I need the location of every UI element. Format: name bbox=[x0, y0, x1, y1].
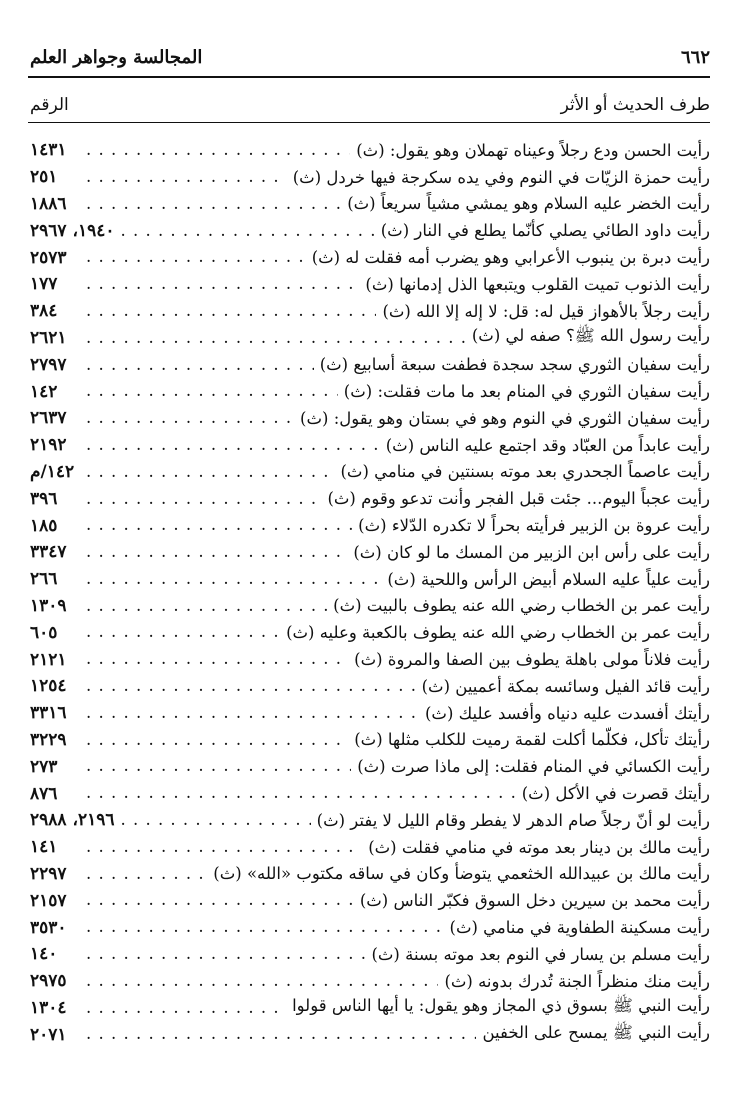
index-entry-row bbox=[30, 485, 710, 512]
dot-leader bbox=[86, 839, 362, 856]
entry-number: ٢٩٧٥ bbox=[30, 971, 67, 992]
entry-text: رأيت علياً عليه السلام أبيض الرأس واللحية (ث) bbox=[387, 569, 710, 589]
entry-number: ٢٥٧٣ bbox=[30, 247, 67, 268]
dot-leader bbox=[120, 223, 374, 240]
index-entry-row bbox=[30, 861, 710, 888]
dot-leader bbox=[86, 732, 348, 749]
entry-number: ٢١٥٧ bbox=[30, 890, 67, 911]
index-entry-row bbox=[30, 137, 710, 164]
entry-text: رأيت النبي ﷺ يمسح على الخفين bbox=[482, 1022, 710, 1042]
entry-number: ٢١٩٦، ٢٩٨٨ bbox=[30, 810, 115, 831]
entry-number: ٢٦٣٧ bbox=[30, 408, 67, 429]
header-rule bbox=[28, 76, 710, 78]
index-entry-row bbox=[30, 164, 710, 191]
index-entry-row bbox=[30, 941, 710, 968]
index-entry-row bbox=[30, 512, 710, 539]
entry-text: رأيتك أفسدت عليه دنياه وأفسد عليك (ث) bbox=[424, 703, 710, 723]
index-entry-row bbox=[30, 995, 710, 1022]
entry-number: ٢٦٦ bbox=[30, 569, 58, 590]
dot-leader bbox=[86, 946, 365, 963]
entry-number: ٣٢٢٩ bbox=[30, 729, 67, 750]
dot-leader bbox=[86, 1000, 286, 1017]
entry-number: ٦٠٥ bbox=[30, 622, 58, 643]
book-title: المجالسة وجواهر العلم bbox=[30, 46, 203, 68]
index-entry-row bbox=[30, 646, 710, 673]
entry-text: رأيت عمر بن الخطاب رضي الله عنه يطوف بالكعبة وعليه (ث) bbox=[286, 623, 710, 643]
page-number: ٦٦٢ bbox=[680, 46, 710, 68]
dot-leader bbox=[86, 571, 381, 588]
index-entry-row bbox=[30, 405, 710, 432]
entry-number: ٢٢٩٧ bbox=[30, 863, 67, 884]
column-heading-rule bbox=[28, 122, 710, 123]
entry-text: رأيت مالك بن عبيدالله الخثعمي يتوضأ وكان في ساقه مكتوب «الله» (ث) bbox=[213, 864, 710, 884]
entry-text: رأيت عابداً من العبّاد وقد اجتمع عليه الناس (ث) bbox=[385, 435, 710, 455]
entry-text: رأيت الخضر عليه السلام وهو يمشي مشياً سريعاً (ث) bbox=[347, 194, 710, 214]
entry-number: ٢٥١ bbox=[30, 167, 58, 188]
entry-number: ٣٨٤ bbox=[30, 301, 58, 322]
entry-text: رأيت عمر بن الخطاب رضي الله عنه يطوف بالبيت (ث) bbox=[333, 596, 710, 616]
dot-leader bbox=[86, 866, 207, 883]
index-entry-row bbox=[30, 566, 710, 593]
index-entry-row bbox=[30, 351, 710, 378]
dot-leader bbox=[86, 651, 348, 668]
dot-leader bbox=[86, 437, 380, 454]
index-entry-row bbox=[30, 727, 710, 754]
dot-leader bbox=[86, 705, 419, 722]
entry-text: رأيت حمزة الزيّات في النوم وفي يده سكرجة فيها خردل (ث) bbox=[292, 167, 710, 187]
index-entry-row bbox=[30, 432, 710, 459]
dot-leader bbox=[86, 517, 352, 534]
entry-number: ١٣٠٤ bbox=[30, 997, 67, 1018]
entry-text: رأيت لو أنّ رجلاً صام الدهر لا يفطر وقام الليل لا يفتر (ث) bbox=[316, 810, 710, 830]
dot-leader bbox=[86, 169, 287, 186]
dot-leader bbox=[86, 410, 294, 427]
dot-leader bbox=[86, 142, 350, 159]
entry-number: ١٤٠ bbox=[30, 944, 58, 965]
index-entry-row bbox=[30, 807, 710, 834]
dot-leader bbox=[86, 276, 359, 293]
index-entry-row bbox=[30, 459, 710, 486]
entry-number: ٨٧٦ bbox=[30, 783, 58, 804]
entry-text: رأيت رجلاً بالأهواز قيل له: قل: لا إله إلا الله (ث) bbox=[382, 301, 710, 321]
dot-leader bbox=[86, 892, 354, 909]
entry-number: ١٤٢ bbox=[30, 381, 58, 402]
dot-leader bbox=[86, 464, 334, 481]
entry-number: ٣٣١٦ bbox=[30, 703, 67, 724]
dot-leader bbox=[86, 383, 338, 400]
entry-text: رأيت رسول الله ﷺ؟ صفه لي (ث) bbox=[471, 325, 710, 345]
hadith-column-heading: طرف الحديث أو الأثر bbox=[560, 95, 710, 115]
entry-text: رأيت على رأس ابن الزبير من المسك ما لو كان (ث) bbox=[353, 542, 710, 562]
entry-text: رأيت دبرة بن ينبوب الأعرابي وهو يضرب أمه فقلت له (ث) bbox=[311, 248, 710, 268]
entry-text: رأيت مسلم بن يسار في النوم بعد موته بسنة (ث) bbox=[371, 944, 710, 964]
entry-number: ١٨٥ bbox=[30, 515, 58, 536]
entry-text: رأيت الحسن ودع رجلاً وعيناه تهملان وهو يقول: (ث) bbox=[356, 140, 710, 160]
entry-number: ١٨٨٦ bbox=[30, 193, 67, 214]
entry-number: ٢٧٣ bbox=[30, 756, 58, 777]
dot-leader bbox=[86, 678, 416, 695]
entry-number: ١٢٥٤ bbox=[30, 676, 67, 697]
index-entry-row bbox=[30, 593, 710, 620]
entry-text: رأيت الكسائي في المنام فقلت: إلى ماذا صرت (ث) bbox=[357, 757, 710, 777]
entry-number: ١٤١ bbox=[30, 837, 58, 858]
index-entry-row bbox=[30, 968, 710, 995]
number-column-heading: الرقم bbox=[30, 95, 69, 115]
entry-text: رأيت منك منظراً الجنة تُدرك بدونه (ث) bbox=[444, 971, 710, 991]
entry-text: رأيت سفيان الثوري سجد سجدة فطفت سبعة أسابيع (ث) bbox=[319, 355, 710, 375]
entry-text: رأيت محمد بن سيرين دخل السوق فكبّر الناس (ث) bbox=[359, 891, 710, 911]
entry-text: رأيت سفيان الثوري في المنام بعد ما مات فقلت: (ث) bbox=[343, 382, 710, 402]
dot-leader bbox=[86, 785, 516, 802]
index-entry-row bbox=[30, 700, 710, 727]
entry-number: ١٧٧ bbox=[30, 274, 58, 295]
entry-text: رأيت عروة بن الزبير فرأيته بحراً لا تكدره الدّلاء (ث) bbox=[358, 516, 710, 536]
dot-leader bbox=[120, 812, 310, 829]
entry-text: رأيت داود الطائي يصلي كأنّما يطلع في النار (ث) bbox=[380, 221, 710, 241]
dot-leader bbox=[86, 1026, 476, 1043]
entry-number: ٢٧٩٧ bbox=[30, 354, 67, 375]
index-entry-row bbox=[30, 325, 710, 352]
index-entry-row bbox=[30, 539, 710, 566]
index-entry-row bbox=[30, 914, 710, 941]
entry-number: ٢١٢١ bbox=[30, 649, 67, 670]
entry-text: رأيت سفيان الثوري في النوم وهو في بستان وهو يقول: (ث) bbox=[300, 408, 710, 428]
entry-number: ١٩٤٠، ٢٩٦٧ bbox=[30, 220, 115, 241]
index-entry-row bbox=[30, 834, 710, 861]
index-entry-row bbox=[30, 1021, 710, 1048]
dot-leader bbox=[86, 249, 306, 266]
dot-leader bbox=[86, 491, 321, 508]
dot-leader bbox=[86, 624, 280, 641]
entry-text: رأيت قائد الفيل وسائسه بمكة أعميين (ث) bbox=[421, 676, 710, 696]
index-entry-row bbox=[30, 244, 710, 271]
entry-text: رأيتك تأكل، فكلّما أكلت لقمة رميت للكلب مثلها (ث) bbox=[354, 730, 710, 750]
index-entry-row bbox=[30, 191, 710, 218]
entry-text: رأيت فلاناً مولى باهلة يطوف بين الصفا والمروة (ث) bbox=[354, 650, 710, 670]
index-entry-row bbox=[30, 298, 710, 325]
dot-leader bbox=[86, 598, 327, 615]
entry-text: رأيت الذنوب تميت القلوب ويتبعها الذل إدمانها (ث) bbox=[365, 274, 710, 294]
index-entry-row bbox=[30, 619, 710, 646]
column-headings bbox=[30, 92, 710, 118]
entry-number: ١٤٢/م bbox=[30, 461, 75, 482]
entry-number: ٣٩٦ bbox=[30, 488, 58, 509]
running-header bbox=[30, 42, 710, 72]
entry-text: رأيت مالك بن دينار بعد موته في منامي فقلت (ث) bbox=[368, 837, 710, 857]
dot-leader bbox=[86, 357, 314, 374]
entry-number: ١٤٣١ bbox=[30, 140, 67, 161]
dot-leader bbox=[86, 758, 351, 775]
index-entries bbox=[30, 137, 710, 1048]
entry-text: رأيت عاصماً الجحدري بعد موته بسنتين في منامي (ث) bbox=[340, 462, 710, 482]
dot-leader bbox=[86, 919, 444, 936]
entry-number: ٢١٩٢ bbox=[30, 435, 67, 456]
index-entry-row bbox=[30, 271, 710, 298]
entry-number: ٢٦٢١ bbox=[30, 327, 67, 348]
entry-text: رأيتك قصرت في الأكل (ث) bbox=[521, 784, 710, 804]
index-entry-row bbox=[30, 887, 710, 914]
dot-leader bbox=[86, 196, 341, 213]
dot-leader bbox=[86, 973, 438, 990]
dot-leader bbox=[86, 303, 376, 320]
entry-text: رأيت مسكينة الطفاوية في منامي (ث) bbox=[449, 918, 710, 937]
index-entry-row bbox=[30, 753, 710, 780]
entry-text: رأيت النبي ﷺ بسوق ذي المجاز وهو يقول: يا أيها الناس قولوا bbox=[292, 995, 710, 1015]
index-entry-row bbox=[30, 378, 710, 405]
entry-number: ٢٠٧١ bbox=[30, 1024, 67, 1045]
dot-leader bbox=[86, 544, 347, 561]
entry-number: ١٣٠٩ bbox=[30, 595, 67, 616]
index-entry-row bbox=[30, 217, 710, 244]
index-entry-row bbox=[30, 673, 710, 700]
index-entry-row bbox=[30, 780, 710, 807]
dot-leader bbox=[86, 330, 466, 347]
entry-number: ٣٣٤٧ bbox=[30, 542, 67, 563]
entry-number: ٣٥٣٠ bbox=[30, 917, 67, 938]
entry-text: رأيت عجباً اليوم... جئت قبل الفجر وأنت تدعو وقوم (ث) bbox=[327, 489, 710, 509]
